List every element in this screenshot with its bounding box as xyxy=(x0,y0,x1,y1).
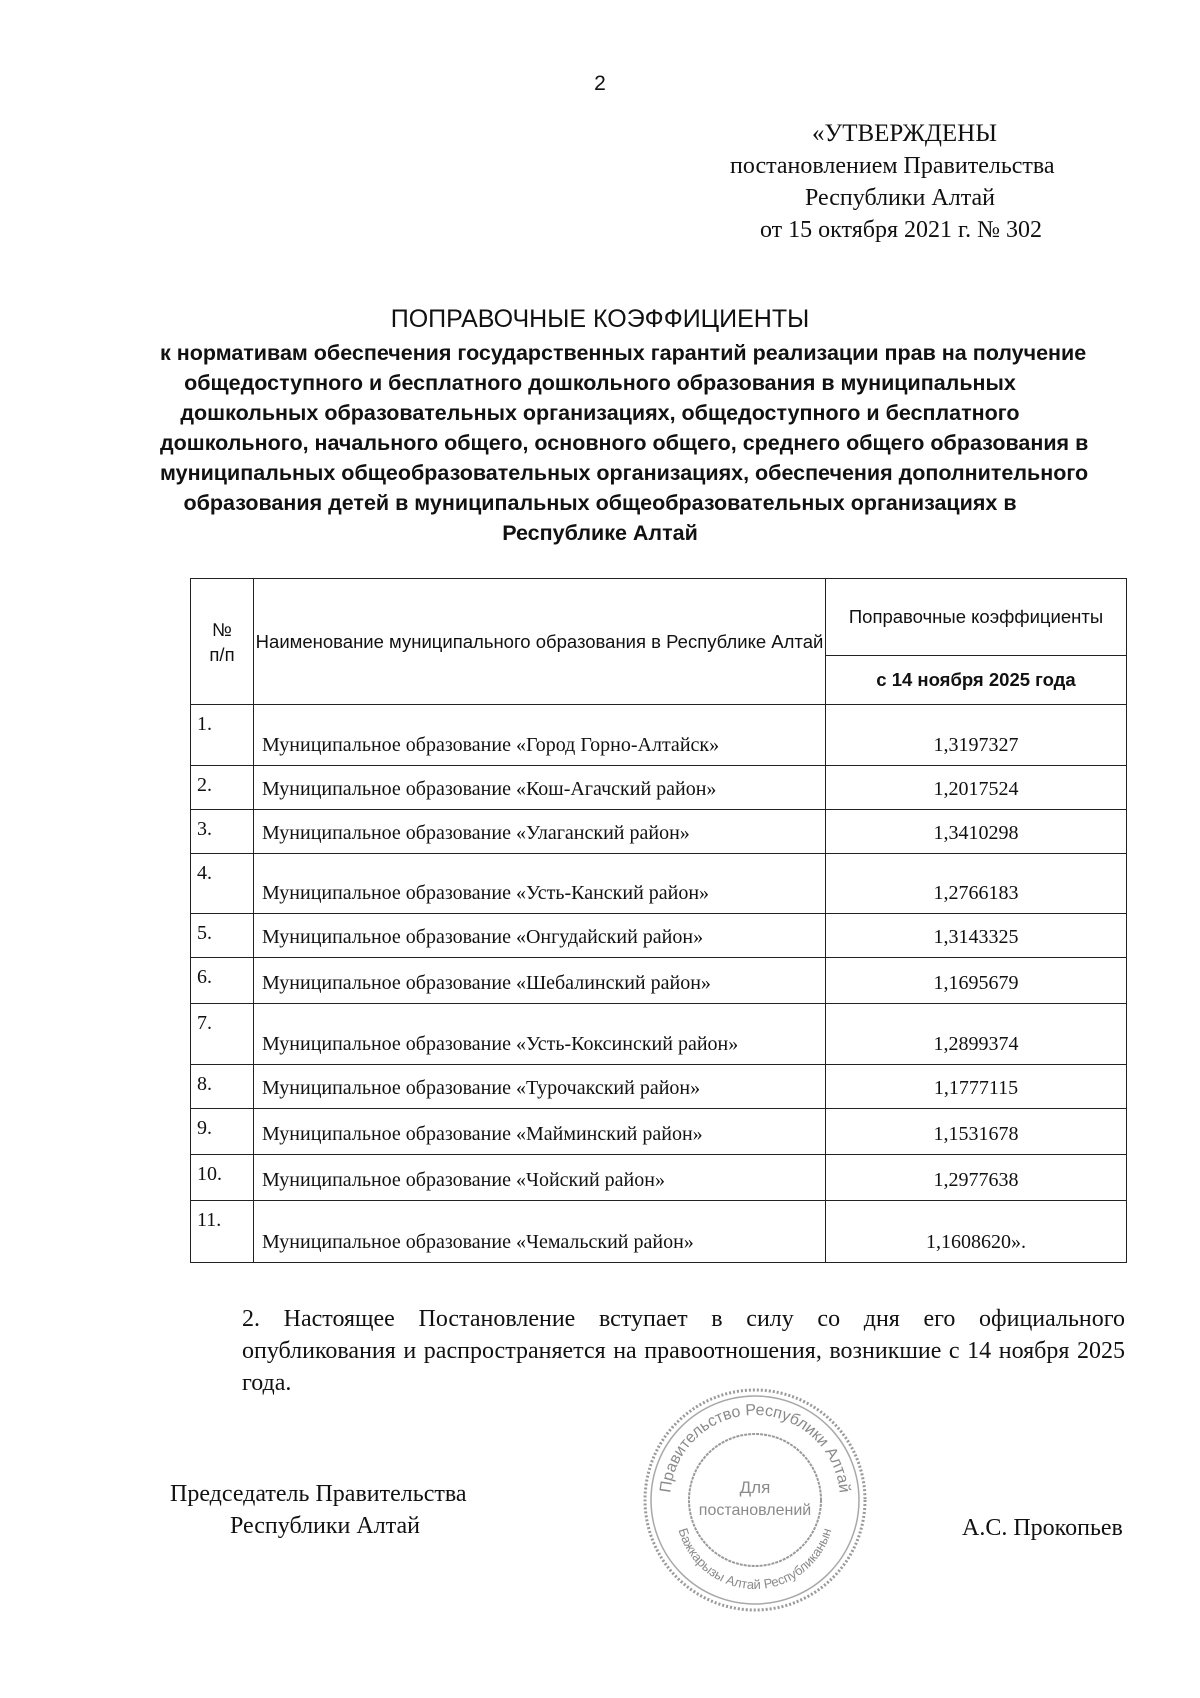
seal-center-line-2: постановлений xyxy=(698,1502,812,1519)
row-value: 1,1531678 xyxy=(826,1109,1127,1155)
table-row xyxy=(191,810,1127,854)
table-row xyxy=(191,766,1127,810)
signatory-position xyxy=(170,1478,467,1542)
approval-block xyxy=(720,118,1100,246)
row-number: 4. xyxy=(191,854,254,914)
row-number: 10. xyxy=(191,1155,254,1201)
document-title: ПОПРАВОЧНЫЕ КОЭФФИЦИЕНТЫ xyxy=(390,305,810,333)
header-number-line-1: № xyxy=(212,618,232,640)
header-date: с 14 ноября 2025 года xyxy=(826,656,1127,705)
row-name: Муниципальное образование «Онгудайский район» xyxy=(254,914,826,958)
row-value: 1,1608620». xyxy=(826,1201,1127,1263)
signatory-name: А.С. Прокопьев xyxy=(962,1515,1123,1541)
table-row xyxy=(191,958,1127,1004)
official-seal xyxy=(640,1385,870,1615)
approval-line-3: Республики Алтай xyxy=(805,185,995,211)
subtitle-line: дошкольного, начального общего, основного общего, среднего общего образования в xyxy=(160,431,1089,455)
position-line-1: Председатель Правительства xyxy=(170,1481,467,1507)
header-number xyxy=(191,579,254,705)
row-number: 8. xyxy=(191,1065,254,1109)
approval-line-4: от 15 октября 2021 г. № 302 xyxy=(760,217,1043,243)
row-name: Муниципальное образование «Усть-Канский район» xyxy=(254,854,826,914)
header-coefficients: Поправочные коэффициенты xyxy=(826,579,1127,656)
row-name: Муниципальное образование «Чойский район» xyxy=(254,1155,826,1201)
row-value: 1,3197327 xyxy=(826,705,1127,766)
seal-ring xyxy=(651,1396,859,1604)
seal-center-line-1: Для xyxy=(739,1478,771,1497)
seal-inner-ring xyxy=(689,1434,821,1566)
row-value: 1,2899374 xyxy=(826,1004,1127,1065)
row-name: Муниципальное образование «Усть-Коксинский район» xyxy=(254,1004,826,1065)
approval-line-2: постановлением Правительства xyxy=(730,153,1055,179)
row-value: 1,2766183 xyxy=(826,854,1127,914)
subtitle-line: образования детей в муниципальных общеобразовательных организациях в xyxy=(183,491,1017,515)
seal-ring-text: Правительство Республики Алтай xyxy=(657,1401,853,1494)
table-row xyxy=(191,705,1127,766)
row-number: 1. xyxy=(191,705,254,766)
row-name: Муниципальное образование «Турочакский район» xyxy=(254,1065,826,1109)
row-number: 7. xyxy=(191,1004,254,1065)
row-value: 1,1695679 xyxy=(826,958,1127,1004)
row-number: 6. xyxy=(191,958,254,1004)
subtitle-line: муниципальных общеобразовательных организациях, обеспечения дополнительного xyxy=(160,461,1089,485)
paragraph-text: 2. Настоящее Постановление вступает в силу со дня его официального опубликования и распространяется на правоотношения, возникшие с 14 ноября 2025 года. xyxy=(242,1306,1125,1396)
table-row xyxy=(191,1065,1127,1109)
table-row xyxy=(191,1004,1127,1065)
row-name: Муниципальное образование «Шебалинский район» xyxy=(254,958,826,1004)
table-row xyxy=(191,914,1127,958)
row-value: 1,2977638 xyxy=(826,1155,1127,1201)
subtitle-line: к нормативам обеспечения государственных гарантий реализации прав на получение xyxy=(160,341,1087,365)
row-number: 11. xyxy=(191,1201,254,1263)
page-number: 2 xyxy=(594,72,606,95)
seal-outer-ring xyxy=(645,1390,865,1610)
table-row xyxy=(191,1201,1127,1263)
seal-bottom-text: Бажкарызы Алтай Республиканын xyxy=(675,1526,835,1593)
subtitle-line: дошкольных образовательных организациях, общедоступного и бесплатного xyxy=(180,401,1020,425)
row-value: 1,2017524 xyxy=(826,766,1127,810)
subtitle-line: общедоступного и бесплатного дошкольного образования в муниципальных xyxy=(184,371,1016,395)
document-subtitle xyxy=(160,338,1089,548)
table-row xyxy=(191,1109,1127,1155)
row-name: Муниципальное образование «Улаганский район» xyxy=(254,810,826,854)
row-value: 1,3410298 xyxy=(826,810,1127,854)
header-name: Наименование муниципального образования в Республике Алтай xyxy=(254,579,826,705)
row-number: 5. xyxy=(191,914,254,958)
row-name: Муниципальное образование «Город Горно-Алтайск» xyxy=(254,705,826,766)
subtitle-line: Республике Алтай xyxy=(502,521,698,545)
row-name: Муниципальное образование «Чемальский район» xyxy=(254,1201,826,1263)
table-row xyxy=(191,1155,1127,1201)
row-number: 2. xyxy=(191,766,254,810)
header-number-line-2: п/п xyxy=(209,643,235,665)
row-value: 1,3143325 xyxy=(826,914,1127,958)
row-name: Муниципальное образование «Майминский район» xyxy=(254,1109,826,1155)
coefficients-table xyxy=(190,578,1127,1263)
row-number: 9. xyxy=(191,1109,254,1155)
approval-line-1: «УТВЕРЖДЕНЫ xyxy=(812,120,998,147)
position-line-2: Республики Алтай xyxy=(230,1513,420,1539)
row-value: 1,1777115 xyxy=(826,1065,1127,1109)
row-number: 3. xyxy=(191,810,254,854)
row-name: Муниципальное образование «Кош-Агачский район» xyxy=(254,766,826,810)
table-row xyxy=(191,854,1127,914)
